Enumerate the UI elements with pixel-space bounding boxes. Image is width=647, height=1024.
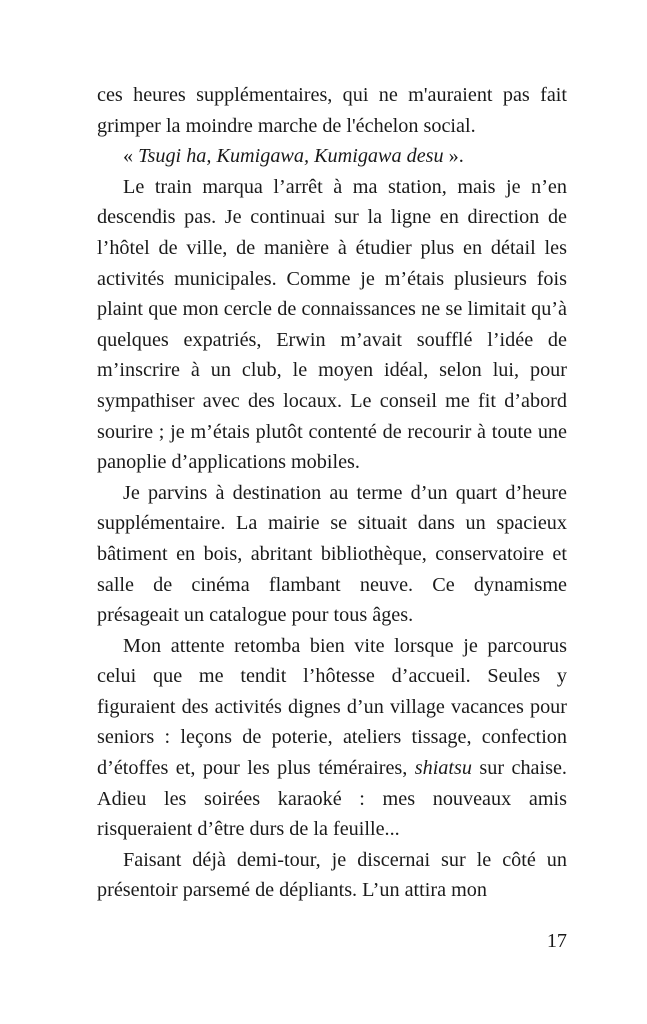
paragraph-p6 — [97, 845, 567, 906]
text-segment: Je parvins à destination au terme d’un quart d’heure supplémentaire. La mairie se situait dans un spacieux bâtiment en bois, abritant bibliothèque, conservatoire et salle de cinéma flambant neuve. Ce dynamisme présageait un catalogue pour tous âges. — [97, 481, 567, 627]
italic-text: Tsugi ha, Kumigawa, Kumigawa desu — [138, 145, 444, 168]
paragraph-p4 — [97, 478, 567, 631]
paragraph-p5 — [97, 631, 567, 845]
text-segment: « — [123, 145, 139, 168]
text-segment: Faisant déjà demi-tour, je discernai sur le côté un présentoir parsemé de dépliants. L’un attira mon — [97, 848, 567, 902]
text-segment: ». — [443, 145, 464, 168]
text-segment: ces heures supplémentaires, qui ne m'auraient pas fait grimper la moindre marche de l'échelon social. — [97, 84, 567, 137]
body-text — [97, 80, 567, 906]
paragraph-p3 — [97, 172, 567, 478]
text-segment: Mon attente retomba bien vite lorsque je parcourus celui que me tendit l’hôtesse d’accueil. Seules y figuraient des activités dignes d’un village vacances pour seniors : leçons de poterie, ateliers tissage, confection d’étoffes et, pour les plus téméraires, — [97, 634, 567, 780]
paragraph-p2 — [97, 141, 567, 172]
page-number: 17 — [546, 930, 567, 952]
paragraph-p1 — [97, 80, 567, 141]
text-segment: sur chaise. Adieu les soirées karaoké : mes nouveaux amis risqueraient d’être durs de la feuille... — [97, 757, 567, 841]
italic-text: shiatsu — [414, 757, 472, 780]
text-segment: Le train marqua l’arrêt à ma station, mais je n’en descendis pas. Je continuai sur la ligne en direction de l’hôtel de ville, de manière à étudier plus en détail les activités municipales. Comme je m’étais plusieurs fois plaint que mon cercle de connaissances ne se limitait qu’à quelques expatriés, Erwin m’avait soufflé l’idée de m’inscrire à un club, le moyen idéal, selon lui, pour sympathiser avec des locaux. Le conseil me fit d’abord sourire ; je m’étais plutôt contenté de recourir à toute une panoplie d’applications mobiles. — [97, 175, 567, 474]
